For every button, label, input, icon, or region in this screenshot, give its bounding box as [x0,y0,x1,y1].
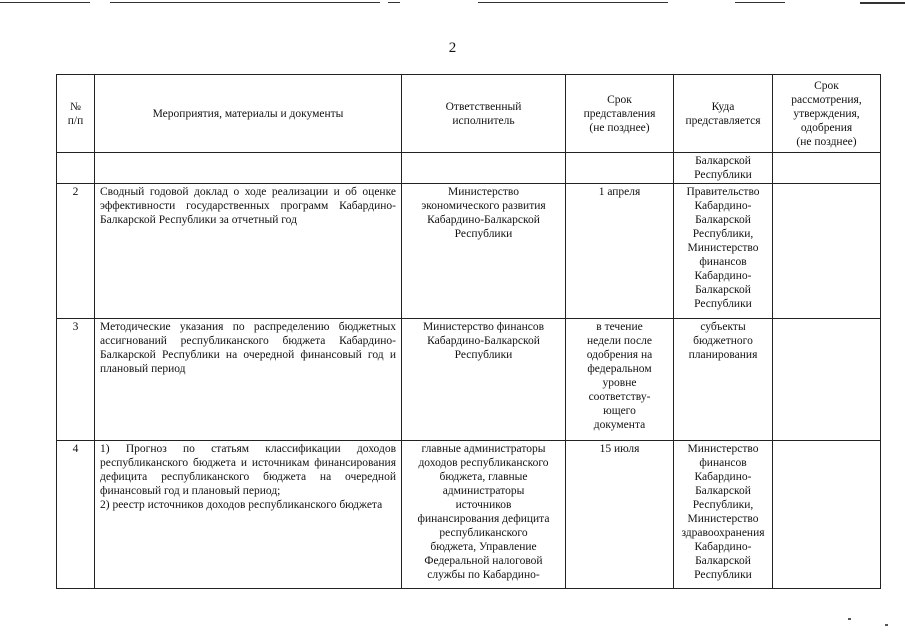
scan-artifact-line [860,2,905,4]
row-measure: Сводный годовой доклад о ходе реализации и об оценке эффективности государственных программ Кабардино-Балкарской Республики за отчетный год [95,184,402,319]
row-executor: Министерство финансов Кабардино-Балкарской Республики [402,319,566,441]
header-executor: Ответственный исполнитель [402,75,566,153]
row-destination: Правительство Кабардино- Балкарской Республики, Министерство финансов Кабардино- Балкарской Республики [674,184,773,319]
row-review [773,441,881,589]
scan-artifact-line [0,2,90,3]
row-measure [95,153,402,184]
row-deadline [566,153,674,184]
table-row [57,153,881,184]
header-destination: Куда представляется [674,75,773,153]
row-deadline: в течение недели после одобрения на федеральном уровне соответству- ющего документа [566,319,674,441]
measures-table [56,74,881,589]
header-review-deadline: Срок рассмотрения, утверждения, одобрения (не позднее) [773,75,881,153]
row-number [57,153,95,184]
table-row [57,319,881,441]
scan-artifact-line [388,2,400,3]
row-number: 2 [57,184,95,319]
page-number: 2 [448,40,457,56]
row-measure: 1) Прогноз по статьям классификации доходов республиканского бюджета и источникам финансирования дефицита республиканского бюджета на очередной финансовый год и плановый период; 2) реестр источников доходов республиканского бюджета [95,441,402,589]
scan-speck [848,618,851,620]
row-destination: Балкарской Республики [674,153,773,184]
row-number: 3 [57,319,95,441]
scan-artifact-line [478,2,668,3]
row-executor: главные администраторы доходов республиканского бюджета, главные администраторы источников финансирования дефицита республиканского бюджета, Управление Федеральной налоговой службы по Кабардино- [402,441,566,589]
row-deadline: 15 июля [566,441,674,589]
table-row [57,441,881,589]
header-deadline: Срок представления (не позднее) [566,75,674,153]
scan-artifact-line [735,2,785,3]
row-measure: Методические указания по распределению бюджетных ассигнований республиканского бюджета Кабардино-Балкарской Республики на очередной финансовый год и плановый период [95,319,402,441]
row-destination: субъекты бюджетного планирования [674,319,773,441]
row-review [773,184,881,319]
row-executor [402,153,566,184]
row-executor: Министерство экономического развития Кабардино-Балкарской Республики [402,184,566,319]
header-number: № п/п [57,75,95,153]
row-destination: Министерство финансов Кабардино- Балкарской Республики, Министерство здравоохранения Кабардино- Балкарской Республики [674,441,773,589]
header-measures: Мероприятия, материалы и документы [95,75,402,153]
scan-artifact-line [110,2,380,3]
scan-speck [885,624,888,626]
row-deadline: 1 апреля [566,184,674,319]
row-number: 4 [57,441,95,589]
row-review [773,319,881,441]
table-header-row [57,75,881,153]
table-row [57,184,881,319]
row-review [773,153,881,184]
